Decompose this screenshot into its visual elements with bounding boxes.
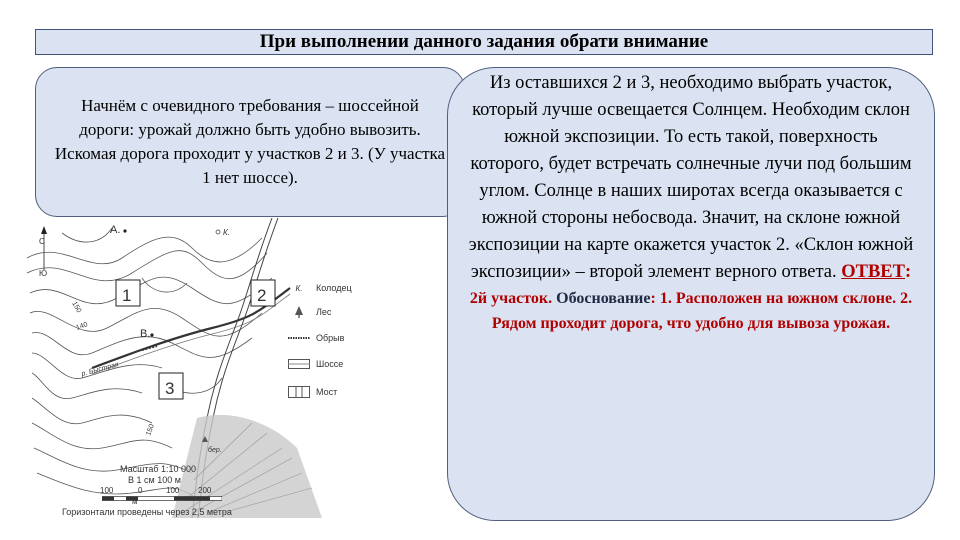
legend-cliff: Обрыв (288, 332, 344, 344)
legend-bridge: Мост (288, 386, 337, 398)
scale-tick-100-right: 100 (166, 486, 180, 495)
answer-label: ОТВЕТ (841, 262, 905, 282)
scale-bar (102, 496, 222, 502)
answer-text (468, 286, 914, 336)
scale-subtitle: В 1 см 100 м (128, 475, 181, 485)
contour-140-label: 140 (75, 321, 89, 332)
point-b-label: В. (140, 328, 151, 340)
scale-tick-100-left: 100 (100, 486, 114, 495)
answer-justification-label: Обоснование (552, 290, 651, 307)
plot-2-label: 2 (257, 286, 267, 305)
contour-150-label: 150 (70, 300, 83, 315)
scale-unit: м (132, 497, 138, 506)
scale-tick-200: 200 (198, 486, 212, 495)
well-icon: К. (295, 283, 303, 293)
right-callout-text: Из оставшихся 2 и 3, необходимо выбрать участок, который лучше освещается Солнцем. Необходим склон южной экспозиции. То есть такой, поверхность которого, будет встречать солнечные лучи под большим углом. Солнце в наших широтах всегда оказывается с южной стороны небосвода. Значит, на склоне южной экспозиции на карте окажется участок 2. «Склон южной экспозиции» – второй элемент верного ответа. (468, 73, 914, 282)
plot-1-label: 1 (122, 286, 132, 305)
river-label: р. Быстрая (80, 361, 120, 378)
well-label: К. (223, 228, 230, 237)
scale-tick-0: 0 (138, 486, 143, 495)
answer-justification: : 1. Расположен на южном склоне. 2. Рядом проходит дорога, что удобно для вывоза урожая. (491, 290, 913, 332)
forest-icon (288, 306, 310, 318)
answer-colon: : (904, 262, 912, 282)
compass-north-label: С (39, 237, 45, 246)
right-callout (447, 67, 935, 521)
left-callout (35, 67, 465, 217)
bridge-icon (288, 386, 310, 398)
map-scale (62, 464, 282, 520)
map-legend (288, 282, 398, 412)
scale-title: Масштаб 1:10 000 (120, 464, 197, 474)
answer-plot: 2й участок. (469, 290, 553, 307)
contour-150-lower-label: 150 (145, 423, 156, 437)
shore-label: бер. (208, 447, 222, 454)
legend-well: К. Колодец (288, 282, 352, 294)
highway-icon (288, 358, 310, 370)
legend-forest: Лес (288, 306, 331, 318)
page-title: При выполнении данного задания обрати внимание (35, 29, 933, 55)
left-callout-text: Начнём с очевидного требования – шоссейной дороги: урожай должно быть удобно вывозить. Искомая дорога проходит у участков 2 и 3. (У участка 1 нет шоссе). (54, 96, 446, 187)
legend-highway: Шоссе (288, 358, 343, 370)
point-a-label: А. (110, 224, 121, 236)
plot-3-label: 3 (165, 379, 175, 398)
cliff-icon (288, 332, 310, 344)
compass-south-label: Ю (39, 269, 48, 278)
scale-contour-note: Горизонтали проведены через 2,5 метра (62, 507, 232, 517)
